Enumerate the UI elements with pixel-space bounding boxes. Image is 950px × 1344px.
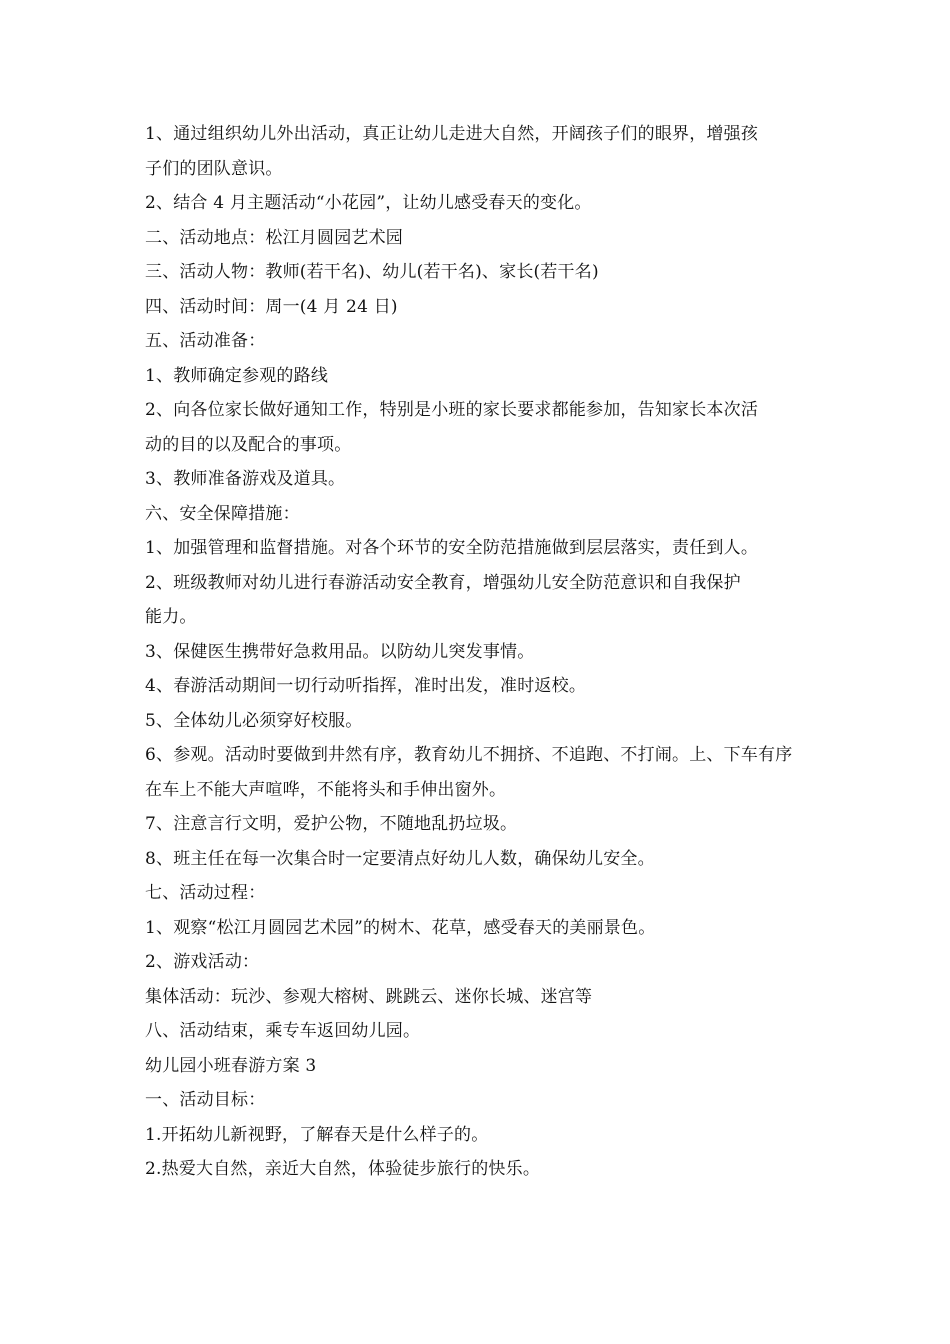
text-line: 能力。 (145, 607, 197, 627)
text-line: 1、观察“松江月圆园艺术园”的树木、花草，感受春天的美丽景色。 (145, 917, 656, 938)
text-line: 1、教师确定参观的路线 (145, 365, 329, 386)
plan-title: 幼儿园小班春游方案 3 (145, 1055, 317, 1076)
section-heading: 七、活动过程： (145, 883, 266, 903)
section-heading: 一、活动目标： (145, 1090, 266, 1110)
section-heading: 三、活动人物：教师(若干名)、幼儿(若干名)、家长(若干名) (145, 262, 599, 282)
text-line: 1、通过组织幼儿外出活动，真正让幼儿走进大自然，开阔孩子们的眼界，增强孩 (145, 124, 759, 144)
text-line: 子们的团队意识。 (145, 158, 283, 179)
text-line: 7、注意言行文明，爱护公物，不随地乱扔垃圾。 (145, 814, 518, 834)
text-line: 4、春游活动期间一切行动听指挥，准时出发，准时返校。 (145, 676, 587, 696)
document-body (145, 117, 825, 1187)
text-line: 2、游戏活动： (145, 952, 260, 972)
text-line: 8、班主任在每一次集合时一定要清点好幼儿人数，确保幼儿安全。 (145, 848, 655, 869)
text-line: 1.开拓幼儿新视野，了解春天是什么样子的。 (145, 1124, 489, 1145)
section-heading: 五、活动准备： (145, 331, 266, 351)
text-line: 1、加强管理和监督措施。对各个环节的安全防范措施做到层层落实，责任到人。 (145, 538, 759, 558)
text-line: 3、教师准备游戏及道具。 (145, 469, 346, 489)
text-line: 3、保健医生携带好急救用品。以防幼儿突发事情。 (145, 641, 535, 662)
text-line: 动的目的以及配合的事项。 (145, 434, 352, 455)
text-line: 2、结合 4 月主题活动“小花园”，让幼儿感受春天的变化。 (145, 193, 592, 213)
section-heading: 四、活动时间：周一(4 月 24 日) (145, 296, 398, 317)
text-line: 2、向各位家长做好通知工作，特别是小班的家长要求都能参加，告知家长本次活 (145, 400, 759, 420)
section-heading: 二、活动地点：松江月圆园艺术园 (145, 227, 403, 248)
text-line: 2.热爱大自然，亲近大自然，体验徒步旅行的快乐。 (145, 1159, 541, 1179)
text-line: 在车上不能大声喧哗，不能将头和手伸出窗外。 (145, 779, 507, 800)
section-heading: 六、安全保障措施： (145, 503, 300, 524)
section-heading: 八、活动结束，乘专车返回幼儿园。 (145, 1021, 421, 1041)
text-line: 5、全体幼儿必须穿好校服。 (145, 710, 363, 731)
text-line: 集体活动：玩沙、参观大榕树、跳跳云、迷你长城、迷宫等 (145, 986, 593, 1007)
text-line: 2、班级教师对幼儿进行春游活动安全教育，增强幼儿安全防范意识和自我保护 (145, 572, 741, 593)
text-line: 6、参观。活动时要做到井然有序，教育幼儿不拥挤、不追跑、不打闹。上、下车有序 (145, 745, 793, 765)
